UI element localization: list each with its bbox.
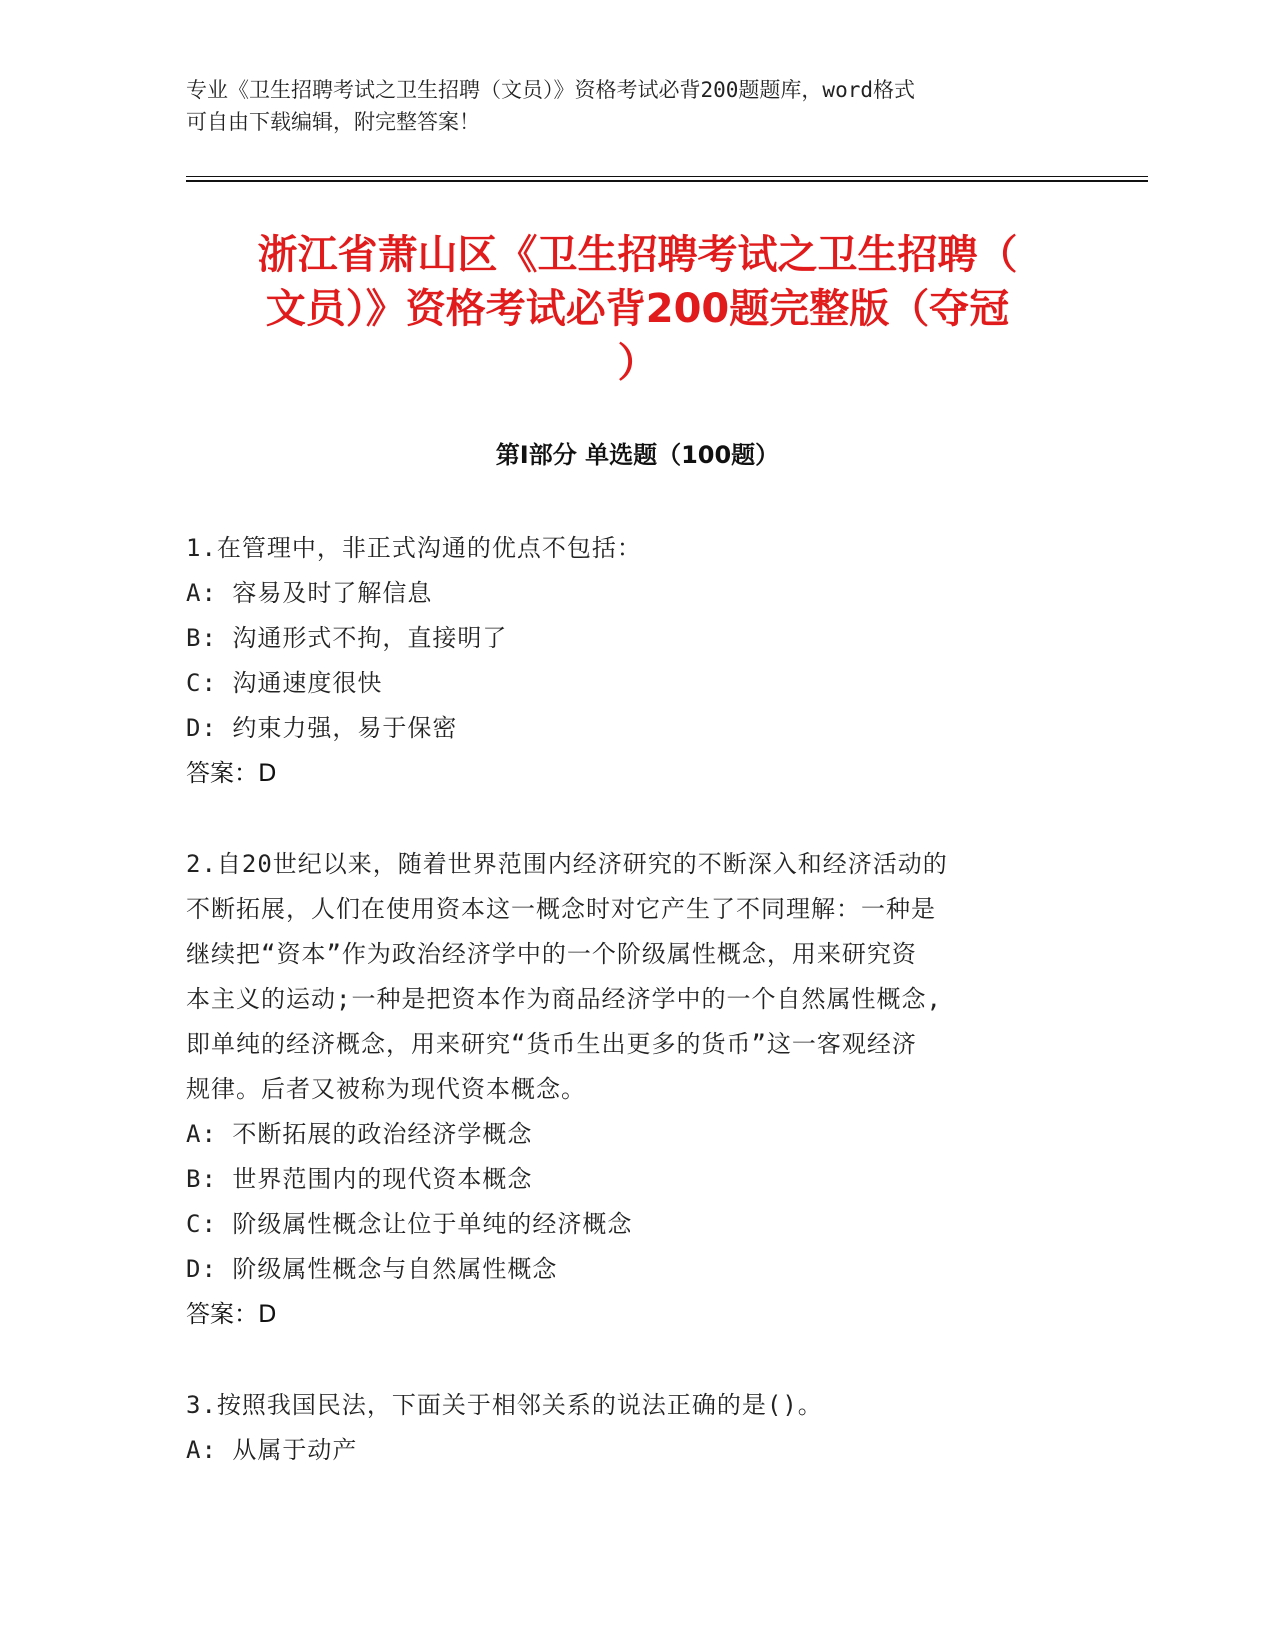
title-line-2: 文员）》资格考试必背200题完整版（夺冠 — [265, 286, 1010, 332]
header-divider-thick — [186, 180, 1148, 182]
header-divider-thin — [186, 176, 1148, 177]
question-text: 1.在管理中，非正式沟通的优点不包括： — [186, 534, 642, 562]
question-3 — [186, 1383, 1066, 1473]
option-b: B: 沟通形式不拘，直接明了 — [186, 624, 508, 652]
option-a: A: 从属于动产 — [186, 1436, 358, 1464]
option-c: C: 沟通速度很快 — [186, 669, 383, 697]
question-text-line: 不断拓展，人们在使用资本这一概念时对它产生了不同理解：一种是 — [186, 895, 936, 923]
option-a: A: 容易及时了解信息 — [186, 579, 433, 607]
title-line-1: 浙江省萧山区《卫生招聘考试之卫生招聘（ — [257, 232, 1018, 278]
answer: 答案：D — [186, 1300, 277, 1328]
title-line-3: ） — [617, 340, 658, 386]
question-2 — [186, 842, 1066, 1337]
answer: 答案：D — [186, 759, 277, 787]
question-text: 3.按照我国民法，下面关于相邻关系的说法正确的是()。 — [186, 1391, 823, 1419]
option-d: D: 阶级属性概念与自然属性概念 — [186, 1255, 558, 1283]
header-line-2: 可自由下载编辑，附完整答案！ — [186, 110, 480, 134]
question-text-line: 本主义的运动;一种是把资本作为商品经济学中的一个自然属性概念, — [186, 985, 942, 1013]
section-heading: 第I部分 单选题（100题） — [495, 441, 780, 469]
question-list — [186, 526, 1066, 1519]
question-text-line: 规律。后者又被称为现代资本概念。 — [186, 1075, 586, 1103]
question-text-line: 即单纯的经济概念，用来研究“货币生出更多的货币”这一客观经济 — [186, 1030, 917, 1058]
question-text-line: 2.自20世纪以来，随着世界范围内经济研究的不断深入和经济活动的 — [186, 850, 948, 878]
option-d: D: 约束力强，易于保密 — [186, 714, 458, 742]
question-1 — [186, 526, 1066, 796]
option-a: A: 不断拓展的政治经济学概念 — [186, 1120, 533, 1148]
document-header — [186, 74, 1086, 138]
header-line-1: 专业《卫生招聘考试之卫生招聘（文员）》资格考试必背200题题库，word格式 — [186, 78, 915, 102]
option-c: C: 阶级属性概念让位于单纯的经济概念 — [186, 1210, 633, 1238]
question-text-line: 继续把“资本”作为政治经济学中的一个阶级属性概念，用来研究资 — [186, 940, 917, 968]
option-b: B: 世界范围内的现代资本概念 — [186, 1165, 533, 1193]
document-title — [186, 228, 1089, 390]
